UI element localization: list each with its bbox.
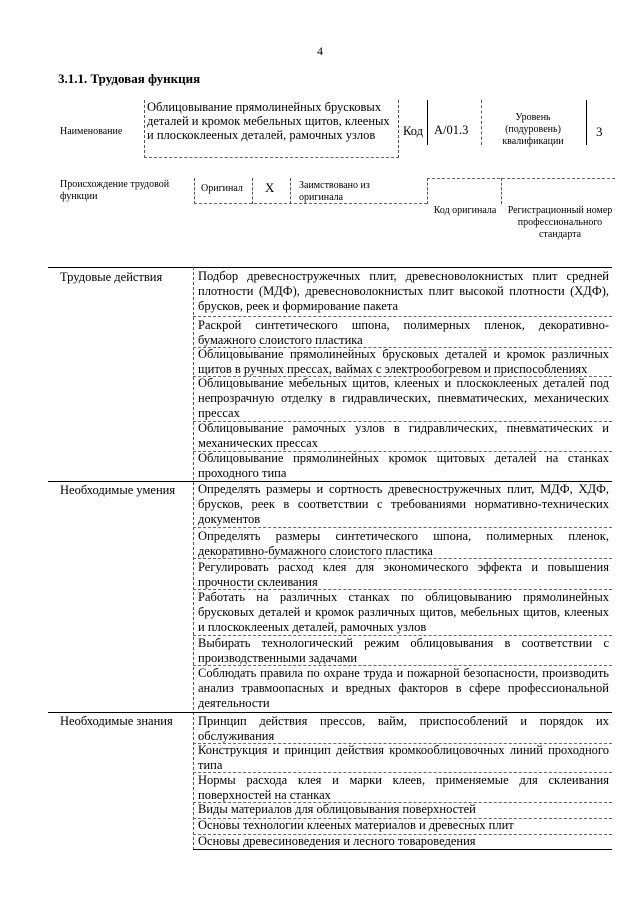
knowledge-item: Конструкция и принцип действия кромкооблицовочных линий проходного типа bbox=[198, 743, 609, 772]
knowledge-label: Необходимые знания bbox=[60, 714, 173, 728]
divider bbox=[427, 178, 615, 179]
borrowed-label: Заимствовано из оригинала bbox=[299, 180, 370, 203]
table-top-border bbox=[48, 267, 612, 268]
knowledge-item: Основы технологии клееных материалов и древесных плит bbox=[198, 818, 514, 832]
skill-item: Соблюдать правила по охране труда и пожарной безопасности, производить анализ травмоопасных и вредных факторов в сфере профессиональной деятельности bbox=[198, 666, 609, 710]
knowledge-item: Виды материалов для облицовывания поверхностей bbox=[198, 802, 476, 816]
skill-item: Определять размеры синтетического шпона, полимерных пленок, декоративно-бумажного слоистого пластика bbox=[198, 529, 609, 558]
original-code-label: Код оригинала bbox=[433, 205, 497, 216]
table-row-divider bbox=[48, 712, 612, 713]
knowledge-item: Нормы расхода клея и марки клеев, применяемые для склеивания поверхностей на станках bbox=[198, 773, 609, 802]
divider bbox=[398, 100, 399, 158]
registration-number-label: Регистрационный номер профессионального стандарта bbox=[507, 205, 613, 240]
name-label: Наименование bbox=[60, 126, 123, 137]
original-label: Оригинал bbox=[201, 183, 243, 194]
divider bbox=[586, 100, 587, 145]
skills-label: Необходимые умения bbox=[60, 483, 176, 497]
row-divider bbox=[193, 527, 612, 528]
knowledge-item: Основы древесиноведения и лесного товароведения bbox=[198, 834, 476, 848]
skill-item: Выбирать технологический режим облицовывания в соответствии с производственными задачами bbox=[198, 636, 609, 665]
skill-item: Работать на различных станках по облицовыванию прямолинейных брусковых деталей и кромок различных щитов, мебельных щитов, клееных и плоскоклееных деталей, рамочных узлов bbox=[198, 590, 609, 634]
divider bbox=[144, 100, 145, 158]
divider bbox=[427, 100, 428, 145]
origin-label: Происхождение трудовой функции bbox=[60, 179, 170, 202]
divider bbox=[501, 178, 502, 204]
divider bbox=[252, 178, 253, 204]
code-label: Код bbox=[403, 124, 423, 138]
labor-action-item: Облицовывание мебельных щитов, клееных и плоскоклееных деталей под непрозрачную отделку в гидравлических, пневматических, механических прессах bbox=[198, 376, 609, 420]
section-title: 3.1.1. Трудовая функция bbox=[58, 71, 201, 86]
skill-item: Регулировать расход клея для экономического эффекта и повышения прочности склеивания bbox=[198, 560, 609, 589]
divider bbox=[427, 178, 428, 204]
function-name: Облицовывание прямолинейных брусковых деталей и кромок мебельных щитов, клееных и плоскоклееных деталей, рамочных узлов bbox=[147, 100, 390, 142]
original-mark: Х bbox=[265, 180, 275, 195]
divider bbox=[194, 203, 427, 204]
row-divider bbox=[193, 558, 612, 559]
labor-action-item: Подбор древесностружечных плит, древесноволокнистых плит средней плотности (МДФ), древесноволокнистых плит высокой плотности (ХДФ), брусков, реек и формирование пакета bbox=[198, 269, 609, 313]
divider bbox=[144, 157, 399, 158]
qualification-level-value: 3 bbox=[596, 124, 603, 139]
knowledge-item: Принцип действия прессов, вайм, приспособлений и порядок их обслуживания bbox=[198, 714, 609, 743]
divider bbox=[481, 100, 482, 145]
skill-item: Определять размеры и сортность древесностружечных плит, МДФ, ХДФ, брусков, реек в соответствии с требованиями нормативно-технических документов bbox=[198, 482, 609, 526]
labor-action-item: Облицовывание прямолинейных кромок щитовых деталей на станках проходного типа bbox=[198, 451, 609, 480]
table-bottom-border bbox=[193, 849, 612, 850]
labor-action-item: Облицовывание рамочных узлов в гидравлических, пневматических и механических прессах bbox=[198, 421, 609, 450]
qualification-level-label: Уровень (подуровень) квалификации bbox=[502, 112, 564, 147]
labor-action-item: Раскрой синтетического шпона, полимерных пленок, декоративно-бумажного слоистого пластика bbox=[198, 318, 609, 347]
row-divider bbox=[193, 316, 612, 317]
divider bbox=[194, 178, 195, 204]
labor-actions-label: Трудовые действия bbox=[60, 270, 163, 284]
page-number: 4 bbox=[317, 44, 323, 58]
code-value: А/01.3 bbox=[434, 123, 469, 137]
labor-action-item: Облицовывание прямолинейных брусковых деталей и кромок различных щитов в ручных прессах, ваймах с электрообогревом и приспособлениях bbox=[198, 347, 609, 376]
divider bbox=[290, 178, 291, 204]
